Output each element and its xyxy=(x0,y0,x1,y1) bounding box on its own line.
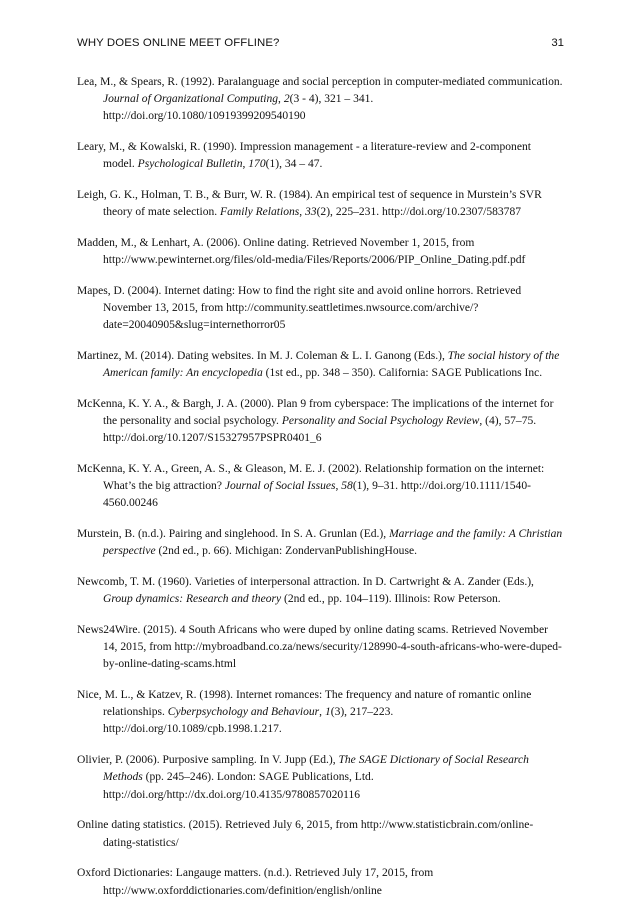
reference-text: (1), 34 – 47. xyxy=(265,158,323,171)
reference-italic-text: 170 xyxy=(248,158,266,171)
reference-text: , xyxy=(335,480,342,493)
reference-entry xyxy=(77,526,565,560)
reference-entry xyxy=(77,74,565,125)
reference-entry xyxy=(77,752,565,803)
reference-entry xyxy=(77,461,565,512)
reference-entry xyxy=(77,865,565,899)
reference-text: Martinez, M. (2014). Dating websites. In M. J. Coleman & L. I. Ganong (Eds.), xyxy=(77,350,448,363)
reference-text: , xyxy=(319,706,325,719)
reference-text: Nice, M. L., & Katzev, R. (1998). Internet romances: The frequency and nature of romantic online relationships. xyxy=(77,689,535,719)
reference-italic-text: Cyberpsychology and Behaviour xyxy=(167,706,320,719)
reference-text: , xyxy=(242,158,249,171)
reference-text: McKenna, K. Y. A., Green, A. S., & Gleason, M. E. J. (2002). Relationship formation on the internet: What’s the big attraction? xyxy=(77,463,547,493)
reference-text: (1st ed., pp. 348 – 350). California: SAGE Publications Inc. xyxy=(262,367,543,380)
reference-text: Madden, M., & Lenhart, A. (2006). Online dating. Retrieved November 1, 2015, from http://www.pewinternet.org/files/old-media/Files/Reports/2006/PIP_Online_Dating.pdf.pdf xyxy=(77,237,526,267)
page-number: 31 xyxy=(551,37,564,49)
reference-text: , (4), 57–75. http://doi.org/10.1207/S15327957PSPR0401_6 xyxy=(103,415,540,445)
reference-italic-text: Personality and Social Psychology Review xyxy=(281,415,480,428)
reference-text: (3 - 4), 321 – 341. http://doi.org/10.1080/10919399209540190 xyxy=(103,93,377,123)
running-head: WHY DOES ONLINE MEET OFFLINE? xyxy=(77,37,280,49)
reference-text: News24Wire. (2015). 4 South Africans who were duped by online dating scams. Retrieved November 14, 2015, from http://mybroadband.co.za/news/security/128990-4-south-africans-who-were-duped-by-online-dating-scams.html xyxy=(77,624,562,671)
reference-entry xyxy=(77,574,565,608)
reference-italic-text: Journal of Social Issues xyxy=(224,480,336,493)
reference-text: Mapes, D. (2004). Internet dating: How to find the right site and avoid online horrors. Retrieved November 13, 2015, from http://community.seattletimes.nwsource.com/archive/?date=20040905&slug=internethorror05 xyxy=(77,285,525,332)
reference-italic-text: The social history of the American family: An encyclopedia xyxy=(103,350,563,380)
reference-italic-text: 58 xyxy=(341,480,353,493)
reference-text: McKenna, K. Y. A., & Bargh, J. A. (2000). Plan 9 from cyberspace: The implications of the internet for the personality and social psychology. xyxy=(77,398,557,428)
reference-text: Leigh, G. K., Holman, T. B., & Burr, W. R. (1984). An empirical test of sequence in Murstein’s SVR theory of mate selection. xyxy=(77,189,545,219)
reference-italic-text: 2 xyxy=(283,93,290,106)
reference-text: Leary, M., & Kowalski, R. (1990). Impression management - a literature-review and 2-component model. xyxy=(77,141,534,171)
reference-entry xyxy=(77,187,565,221)
reference-entry xyxy=(77,139,565,173)
reference-text: Murstein, B. (n.d.). Pairing and singlehood. In S. A. Grunlan (Ed.), xyxy=(77,528,390,541)
reference-entry xyxy=(77,622,565,673)
reference-italic-text: Psychological Bulletin xyxy=(137,158,243,171)
reference-list xyxy=(77,74,565,913)
reference-entry xyxy=(77,687,565,738)
reference-entry xyxy=(77,396,565,447)
reference-text: Lea, M., & Spears, R. (1992). Paralanguage and social perception in computer-mediated communication. xyxy=(77,76,566,88)
reference-italic-text: 1 xyxy=(324,706,331,719)
reference-text: Oxford Dictionaries: Langauge matters. (n.d.). Retrieved July 17, 2015, from http://www.oxforddictionaries.com/definition/english/online xyxy=(77,867,437,897)
reference-italic-text: Marriage and the family: A Christian perspective xyxy=(103,528,566,558)
reference-text: , xyxy=(299,206,306,219)
reference-italic-text: 33 xyxy=(305,206,317,219)
reference-text: (pp. 245–246). London: SAGE Publications, Ltd. http://doi.org/http://dx.doi.org/10.4135/9780857020116 xyxy=(103,771,377,801)
reference-italic-text: Journal of Organizational Computing xyxy=(103,93,279,106)
reference-text: (3), 217–223. http://doi.org/10.1089/cpb.1998.1.217. xyxy=(103,706,397,736)
reference-text: , xyxy=(278,93,284,106)
reference-entry xyxy=(77,283,565,334)
reference-italic-text: Family Relations xyxy=(220,206,300,219)
reference-text: Olivier, P. (2006). Purposive sampling. In V. Jupp (Ed.), xyxy=(77,754,339,767)
reference-text: Online dating statistics. (2015). Retrieved July 6, 2015, from http://www.statisticbrain.com/online-dating-statistics/ xyxy=(77,819,534,849)
reference-text: (2nd ed., pp. 104–119). Illinois: Row Peterson. xyxy=(281,593,501,606)
reference-entry xyxy=(77,348,565,382)
reference-text: (2nd ed., p. 66). Michigan: ZondervanPublishingHouse. xyxy=(155,545,417,558)
reference-entry xyxy=(77,817,565,851)
reference-italic-text: Group dynamics: Research and theory xyxy=(103,593,282,606)
reference-text: Newcomb, T. M. (1960). Varieties of interpersonal attraction. In D. Cartwright & A. Zander (Eds.), xyxy=(77,576,537,589)
reference-entry xyxy=(77,235,565,269)
reference-text: (1), 9–31. http://doi.org/10.1111/1540-4560.00246 xyxy=(103,480,531,510)
reference-text: (2), 225–231. http://doi.org/10.2307/583787 xyxy=(316,206,521,219)
reference-italic-text: The SAGE Dictionary of Social Research Methods xyxy=(103,754,532,784)
